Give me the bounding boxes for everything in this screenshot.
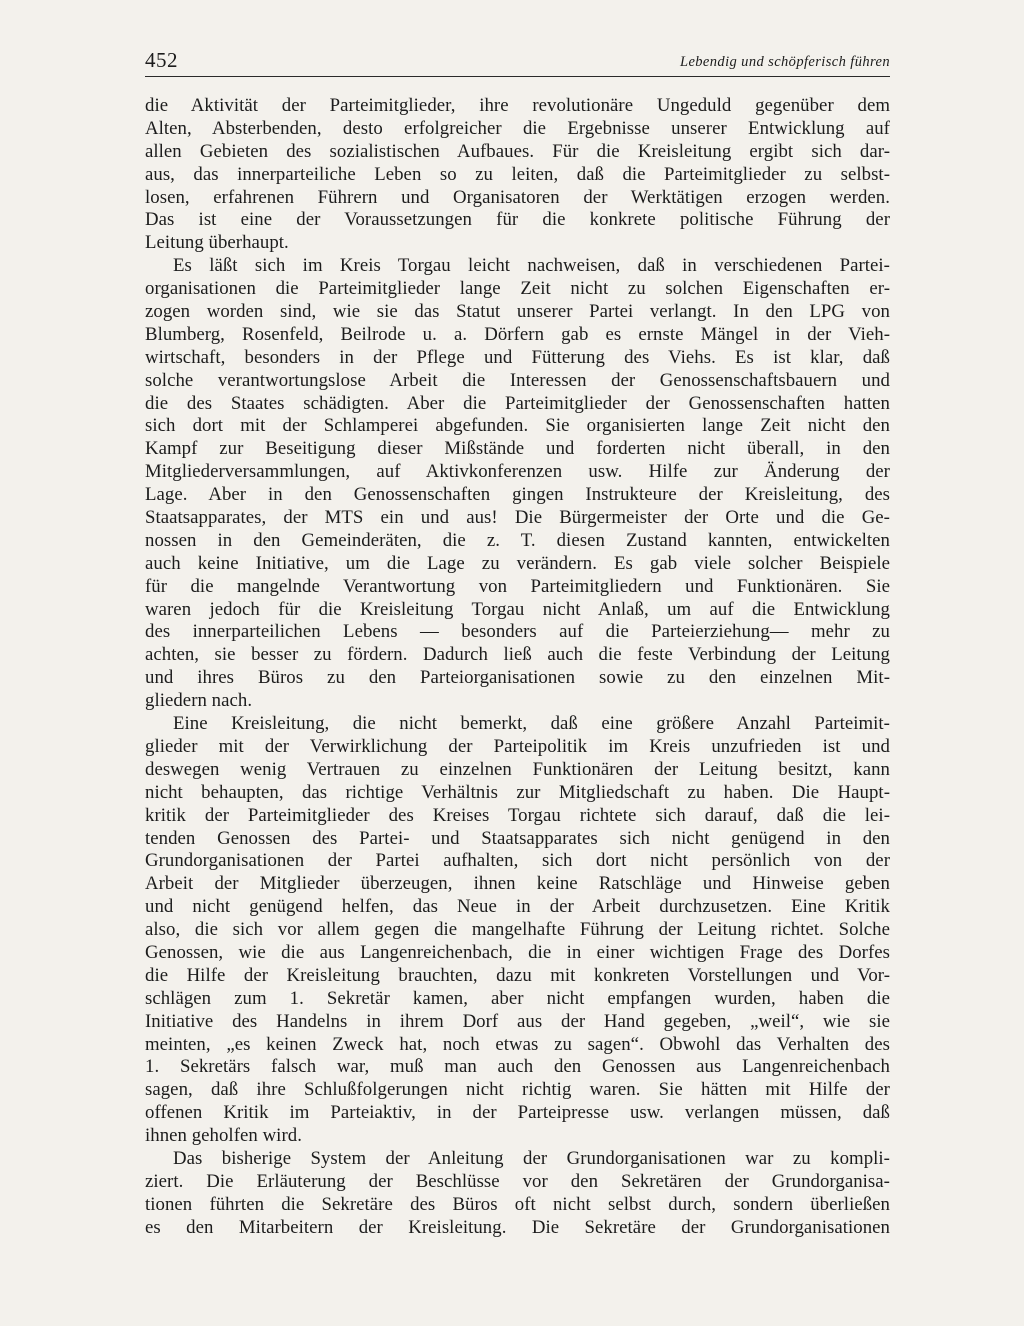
text-line: Eine Kreisleitung, die nicht bemerkt, daß eine größere Anzahl Parteimit- — [173, 713, 890, 735]
text-line: die Aktivität der Parteimitglieder, ihre revolutionäre Ungeduld gegenüber dem — [145, 95, 890, 116]
text-line: und nicht genügend helfen, das Neue in der Arbeit durchzusetzen. Eine Kritik — [145, 896, 890, 918]
text-line: für die mangelnde Verantwortung von Parteimitgliedern und Funktionären. Sie — [145, 575, 890, 597]
text-line: und ihres Büros zu den Parteiorganisationen sowie zu den einzelnen Mit- — [145, 667, 890, 689]
text-line: sich dort mit der Schlamperei abgefunden. Sie organisierten lange Zeit nicht den — [145, 415, 890, 437]
text-line: meinten, „es keinen Zweck hat, noch etwas zu sagen“. Obwohl das Verhalten des — [145, 1033, 890, 1055]
text-line: Das ist eine der Voraussetzungen für die konkrete politische Führung der — [145, 209, 890, 231]
body-text — [145, 95, 890, 1240]
text-line: schlägen zum 1. Sekretär kamen, aber nicht empfangen wurden, haben die — [145, 987, 890, 1009]
text-line: sagen, daß ihre Schlußfolgerungen nicht richtig waren. Sie hätten mit Hilfe der — [145, 1079, 890, 1101]
text-line: solche verantwortungslose Arbeit die Interessen der Genossenschaftsbauern und — [145, 369, 890, 391]
running-title: Lebendig und schöpferisch führen — [679, 54, 890, 70]
text-line: auch keine Initiative, um die Lage zu verändern. Es gab viele solcher Beispiele — [145, 552, 890, 574]
text-line: Grundorganisationen der Partei aufhalten, sich dort nicht persönlich von der — [145, 850, 890, 872]
text-line: Arbeit der Mitglieder überzeugen, ihnen keine Ratschläge und Hinweise geben — [145, 873, 890, 895]
text-line: wirtschaft, besonders in der Pflege und Fütterung des Viehs. Es ist klar, daß — [145, 346, 890, 368]
text-line: Es läßt sich im Kreis Torgau leicht nachweisen, daß in verschiedenen Partei- — [173, 255, 890, 277]
text-line: offenen Kritik im Parteiaktiv, in der Parteipresse usw. verlangen müssen, daß — [145, 1102, 890, 1124]
text-line: achten, sie besser zu fördern. Dadurch ließ auch die feste Verbindung der Leitung — [145, 644, 890, 666]
text-line: Initiative des Handelns in ihrem Dorf aus der Hand gegeben, „weil“, wie sie — [145, 1010, 890, 1032]
text-line: Genossen, wie die aus Langenreichenbach, die in einer wichtigen Frage des Dorfes — [145, 941, 890, 963]
text-line: kritik der Parteimitglieder des Kreises Torgau richtete sich darauf, daß die lei- — [145, 804, 890, 826]
text-line: die Hilfe der Kreisleitung brauchten, dazu mit konkreten Vorstellungen und Vor- — [145, 964, 890, 986]
text-line: Mitgliederversammlungen, auf Aktivkonferenzen usw. Hilfe zur Änderung der — [145, 461, 890, 483]
text-line: Alten, Absterbenden, desto erfolgreicher die Ergebnisse unserer Entwicklung auf — [145, 117, 890, 139]
text-line: nicht behaupten, das richtige Verhältnis zur Mitgliedschaft zu haben. Die Haupt- — [145, 781, 890, 803]
text-line: des innerparteilichen Lebens — besonders auf die Parteierziehung— mehr zu — [145, 621, 890, 643]
page-number: 452 — [145, 48, 178, 72]
text-line: organisationen die Parteimitglieder lange Zeit nicht zu solchen Eigenschaften er- — [145, 278, 890, 300]
text-line: die des Staates schädigten. Aber die Parteimitglieder der Genossenschaften hatten — [145, 392, 890, 414]
text-line: Das bisherige System der Anleitung der Grundorganisationen war zu kompli- — [173, 1147, 890, 1169]
text-line: deswegen wenig Vertrauen zu einzelnen Funktionären der Leitung besitzt, kann — [145, 758, 890, 780]
text-line: aus, das innerparteiliche Leben so zu leiten, daß die Parteimitglieder zu selbst- — [145, 163, 890, 185]
text-line: Leitung überhaupt. — [145, 232, 289, 254]
text-line: tionen führten die Sekretäre des Büros oft nicht selbst durch, sondern überließen — [145, 1193, 890, 1215]
text-line: Staatsapparates, der MTS ein und aus! Die Bürgermeister der Orte und die Ge- — [145, 507, 890, 529]
text-line: waren jedoch für die Kreisleitung Torgau nicht Anlaß, um auf die Entwicklung — [145, 598, 890, 620]
text-line: also, die sich vor allem gegen die mangelhafte Führung der Leitung richtet. Solche — [145, 919, 890, 941]
text-line: ziert. Die Erläuterung der Beschlüsse vor den Sekretären der Grundorganisa- — [145, 1170, 890, 1192]
text-line: tenden Genossen des Partei- und Staatsapparates sich nicht genügend in den — [145, 827, 890, 849]
text-line: Lage. Aber in den Genossenschaften gingen Instrukteure der Kreisleitung, des — [145, 484, 890, 506]
text-line: ihnen geholfen wird. — [145, 1125, 302, 1147]
text-line: zogen worden sind, wie sie das Statut unserer Partei verlangt. In den LPG von — [145, 301, 890, 323]
text-line: glieder mit der Verwirklichung der Parteipolitik im Kreis unzufrieden ist und — [145, 735, 890, 757]
text-line: allen Gebieten des sozialistischen Aufbaues. Für die Kreisleitung ergibt sich dar- — [145, 140, 890, 162]
text-line: es den Mitarbeitern der Kreisleitung. Die Sekretäre der Grundorganisationen — [145, 1216, 890, 1238]
text-line: Blumberg, Rosenfeld, Beilrode u. a. Dörfern gab es ernste Mängel in der Vieh- — [145, 323, 890, 345]
page-header — [145, 48, 890, 77]
text-line: gliedern nach. — [145, 690, 253, 712]
text-line: 1. Sekretärs falsch war, muß man auch den Genossen aus Langenreichenbach — [145, 1056, 890, 1078]
text-line: nossen in den Gemeinderäten, die z. T. diesen Zustand kannten, entwickelten — [145, 529, 890, 551]
text-line: Kampf zur Beseitigung dieser Mißstände und forderten nicht überall, in den — [145, 438, 890, 460]
text-line: losen, erfahrenen Führern und Organisatoren der Werktätigen erzogen werden. — [145, 186, 890, 208]
